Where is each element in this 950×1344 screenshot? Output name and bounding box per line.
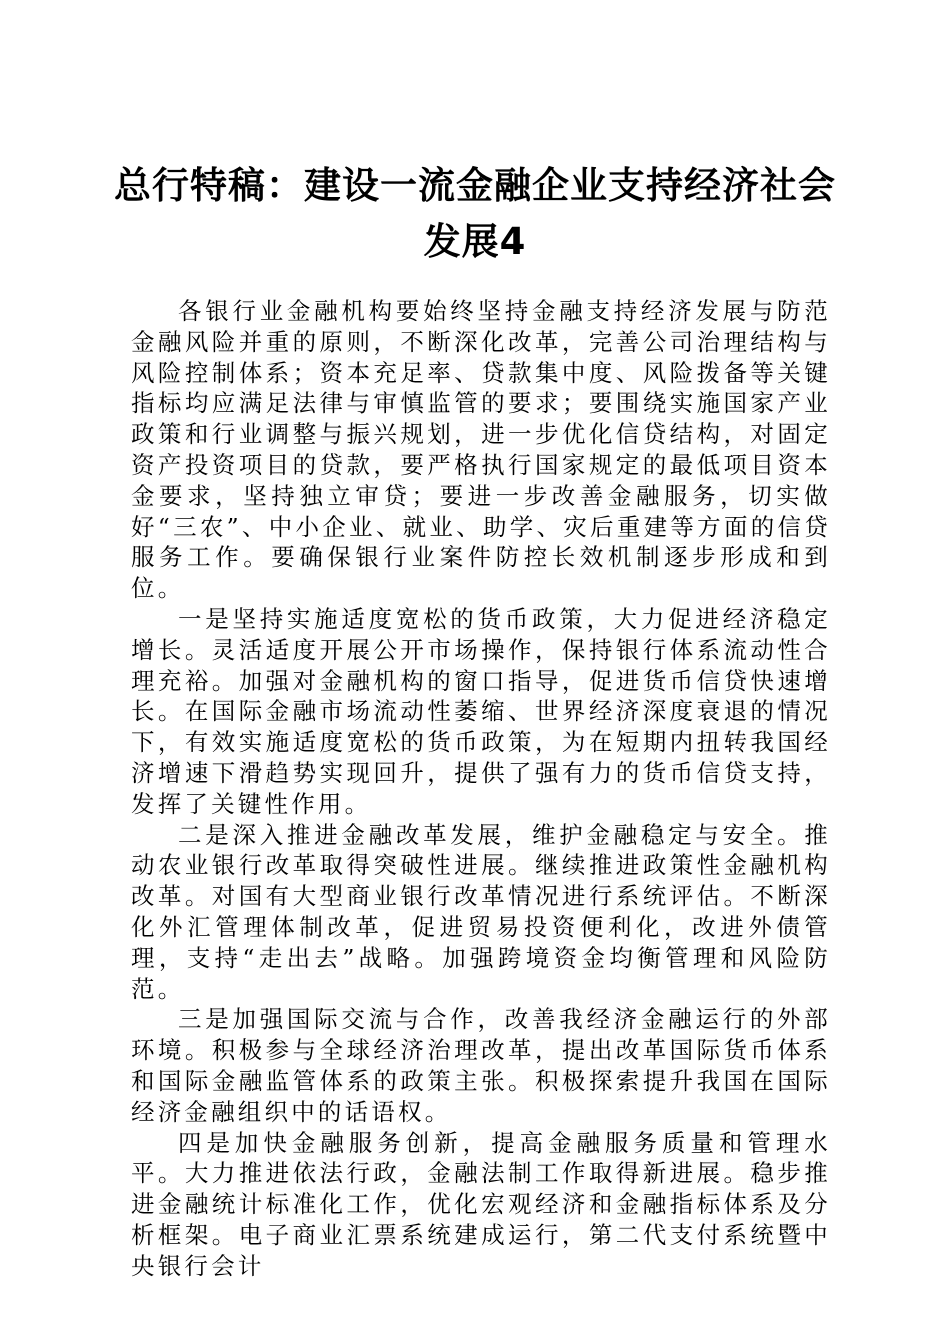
- paragraph-point-1: 一是坚持实施适度宽松的货币政策，大力促进经济稳定增长。灵活适度开展公开市场操作，保持银行体系流动性合理充裕。加强对金融机构的窗口指导，促进货币信贷快速增长。在国际金融市场流动性萎缩、世界经济深度衰退的情况下，有效实施适度宽松的货币政策，为在短期内扭转我国经济增速下滑趋势实现回升，提供了强有力的货币信贷支持，发挥了关键性作用。: [131, 604, 831, 818]
- document-title: 总行特稿：建设一流金融企业支持经济社会发展4: [114, 164, 836, 263]
- paragraph-intro: 各银行业金融机构要始终坚持金融支持经济发展与防范金融风险并重的原则，不断深化改革，完善公司治理结构与风险控制体系；资本充足率、贷款集中度、风险拨备等关键指标均应满足法律与审慎监管的要求；要围绕实施国家产业政策和行业调整与振兴规划，进一步优化信贷结构，对固定资产投资项目的贷款，要严格执行国家规定的最低项目资本金要求，坚持独立审贷；要进一步改善金融服务，切实做好“三农”、中小企业、就业、助学、灾后重建等方面的信贷服务工作。要确保银行业案件防控长效机制逐步形成和到位。: [131, 297, 831, 603]
- document-body: [131, 296, 831, 1282]
- paragraph-point-4: 四是加快金融服务创新，提高金融服务质量和管理水平。大力推进依法行政，金融法制工作取得新进展。稳步推进金融统计标准化工作，优化宏观经济和金融指标体系及分析框架。电子商业汇票系统建成运行，第二代支付系统暨中央银行会计: [131, 1128, 831, 1280]
- paragraph-point-2: 二是深入推进金融改革发展，维护金融稳定与安全。推动农业银行改革取得突破性进展。继续推进政策性金融机构改革。对国有大型商业银行改革情况进行系统评估。不断深化外汇管理体制改革，促进贸易投资便利化，改进外债管理，支持“走出去”战略。加强跨境资金均衡管理和风险防范。: [131, 820, 831, 1003]
- paragraph-point-3: 三是加强国际交流与合作，改善我经济金融运行的外部环境。积极参与全球经济治理改革，提出改革国际货币体系和国际金融监管体系的政策主张。积极探索提升我国在国际经济金融组织中的话语权。: [131, 1005, 831, 1126]
